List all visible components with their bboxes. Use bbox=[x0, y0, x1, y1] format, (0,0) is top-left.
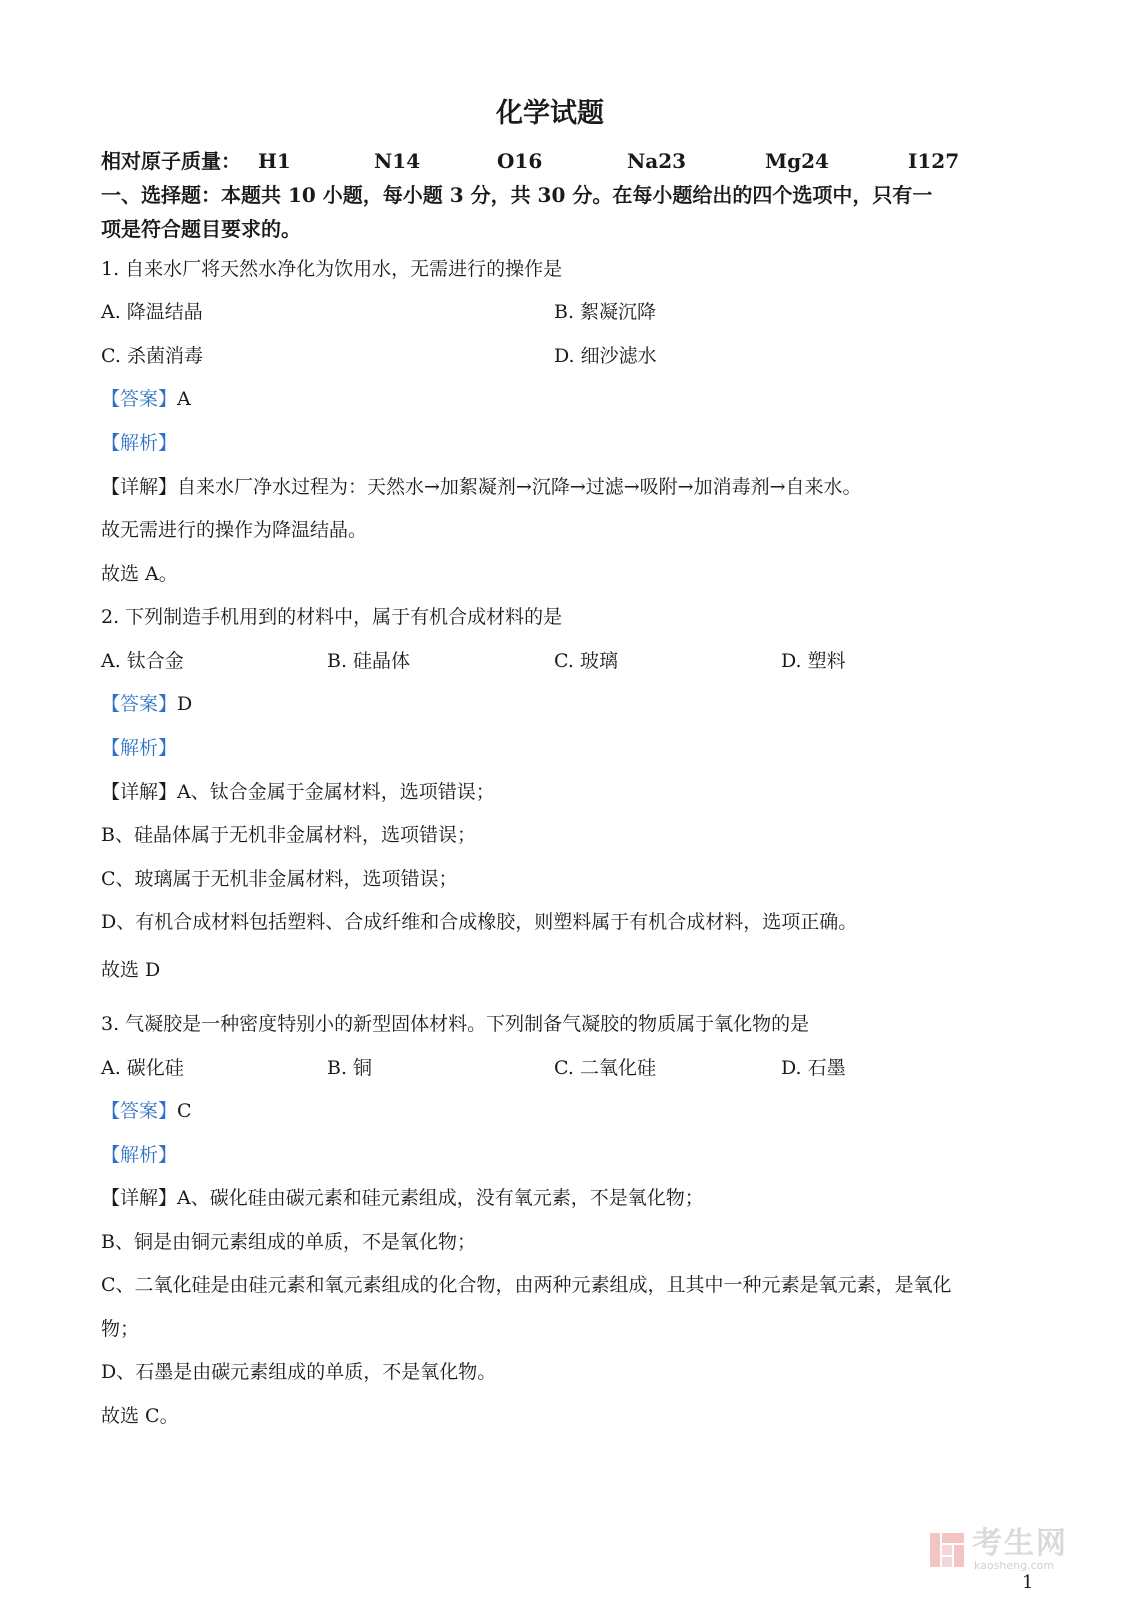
question-3-answer bbox=[101, 1099, 192, 1123]
question-2-analysis-tag: 【解析】 bbox=[101, 737, 178, 759]
question-1-detail-line: 故无需进行的操作为降温结晶。 bbox=[101, 519, 368, 541]
page-number: 1 bbox=[1022, 1572, 1034, 1593]
question-3-option-b: B. 铜 bbox=[327, 1057, 373, 1079]
watermark-logo-icon bbox=[928, 1531, 966, 1569]
watermark-url: kaosheng.com bbox=[974, 1559, 1055, 1572]
watermark-text: 考生网 bbox=[972, 1526, 1068, 1561]
question-3-option-c: C. 二氧化硅 bbox=[554, 1057, 656, 1079]
question-3-detail-line: 【详解】A、碳化硅由碳元素和硅元素组成，没有氧元素，不是氧化物； bbox=[101, 1187, 704, 1209]
question-3-detail-line: D、石墨是由碳元素组成的单质，不是氧化物。 bbox=[101, 1361, 497, 1383]
answer-value: A bbox=[177, 388, 191, 410]
question-1-detail-line: 【详解】自来水厂净水过程为：天然水→加絮凝剂→沉降→过滤→吸附→加消毒剂→自来水。 bbox=[101, 476, 862, 498]
question-2-detail-line: 【详解】A、钛合金属于金属材料，选项错误； bbox=[101, 781, 495, 803]
question-2-detail-line: D、有机合成材料包括塑料、合成纤维和合成橡胶，则塑料属于有机合成材料，选项正确。 bbox=[101, 911, 858, 933]
question-2-option-d: D. 塑料 bbox=[781, 650, 846, 672]
question-2-detail-line: C、玻璃属于无机非金属材料，选项错误； bbox=[101, 868, 458, 890]
question-1-detail-line: 故选 A。 bbox=[101, 563, 178, 585]
atomic-mass-i: I127 bbox=[908, 149, 960, 173]
question-1-stem: 1. 自来水厂将天然水净化为饮用水，无需进行的操作是 bbox=[101, 258, 563, 280]
question-3-option-a: A. 碳化硅 bbox=[101, 1057, 184, 1079]
page-title: 化学试题 bbox=[496, 98, 604, 129]
atomic-mass-label: 相对原子质量： bbox=[101, 149, 241, 173]
question-2-option-c: C. 玻璃 bbox=[554, 650, 618, 672]
question-1-option-d: D. 细沙滤水 bbox=[554, 345, 657, 367]
question-2-option-b: B. 硅晶体 bbox=[327, 650, 411, 672]
question-3-detail-line: 物； bbox=[101, 1318, 140, 1340]
question-3-stem: 3. 气凝胶是一种密度特别小的新型固体材料。下列制备气凝胶的物质属于氧化物的是 bbox=[101, 1013, 810, 1035]
atomic-mass-na: Na23 bbox=[627, 149, 687, 173]
question-3-detail-line: 故选 C。 bbox=[101, 1405, 179, 1427]
atomic-mass-h: H1 bbox=[258, 149, 291, 173]
atomic-mass-o: O16 bbox=[497, 149, 543, 173]
question-1-answer bbox=[101, 387, 191, 411]
answer-value: C bbox=[177, 1100, 192, 1122]
answer-value: D bbox=[177, 693, 193, 715]
answer-tag: 【答案】 bbox=[101, 693, 178, 715]
question-1-option-a: A. 降温结晶 bbox=[101, 301, 203, 323]
atomic-mass-n: N14 bbox=[374, 149, 421, 173]
question-3-option-d: D. 石墨 bbox=[781, 1057, 846, 1079]
question-3-detail-line: C、二氧化硅是由硅元素和氧元素组成的化合物，由两种元素组成，且其中一种元素是氧元素，是氧化 bbox=[101, 1274, 952, 1296]
question-3-detail-line: B、铜是由铜元素组成的单质，不是氧化物； bbox=[101, 1231, 476, 1253]
answer-tag: 【答案】 bbox=[101, 1100, 178, 1122]
atomic-mass-mg: Mg24 bbox=[765, 149, 829, 173]
question-2-stem: 2. 下列制造手机用到的材料中，属于有机合成材料的是 bbox=[101, 606, 563, 628]
question-2-detail-line: 故选 D bbox=[101, 959, 161, 981]
answer-tag: 【答案】 bbox=[101, 388, 178, 410]
watermark bbox=[928, 1527, 1088, 1575]
question-1-option-b: B. 絮凝沉降 bbox=[554, 301, 657, 323]
section-heading-line1: 一、选择题：本题共 10 小题，每小题 3 分，共 30 分。在每小题给出的四个选项中，只有一 bbox=[101, 183, 933, 207]
question-1-option-c: C. 杀菌消毒 bbox=[101, 345, 203, 367]
question-3-analysis-tag: 【解析】 bbox=[101, 1144, 178, 1166]
section-heading-line2: 项是符合题目要求的。 bbox=[101, 217, 301, 241]
question-2-option-a: A. 钛合金 bbox=[101, 650, 184, 672]
question-1-analysis-tag: 【解析】 bbox=[101, 432, 178, 454]
question-2-detail-line: B、硅晶体属于无机非金属材料，选项错误； bbox=[101, 824, 476, 846]
question-2-answer bbox=[101, 692, 192, 716]
